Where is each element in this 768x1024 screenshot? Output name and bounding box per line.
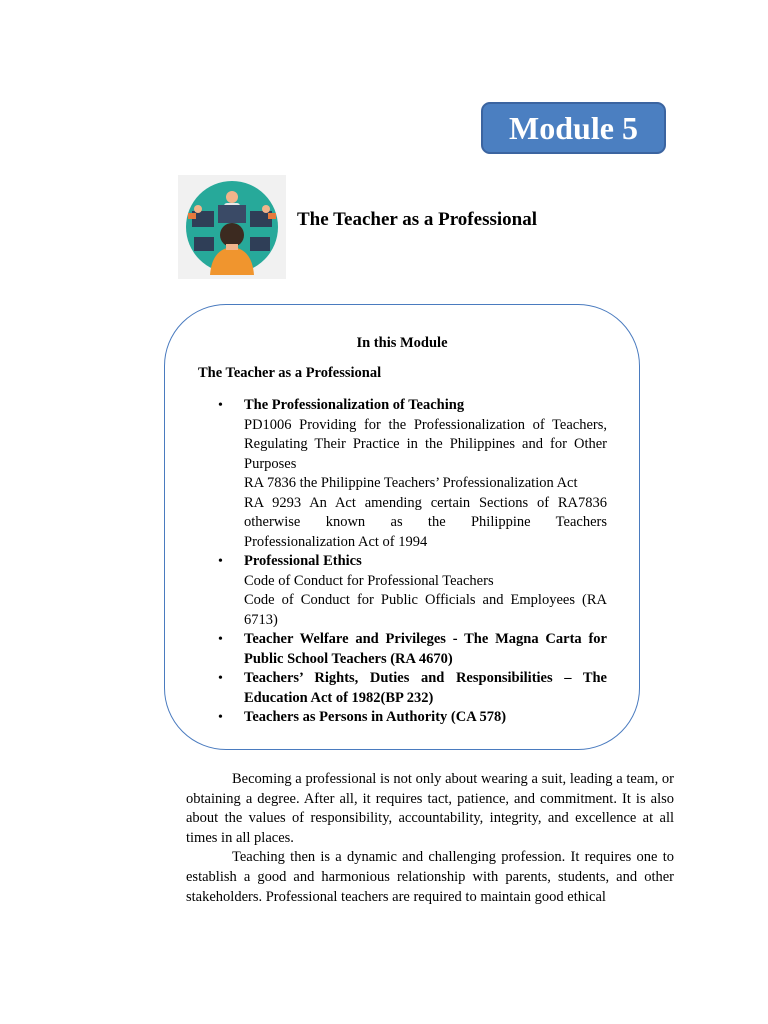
box-heading: In this Module	[356, 335, 448, 351]
teachers-at-computers-illustration-icon	[178, 175, 286, 279]
item-title: Professional Ethics	[244, 553, 362, 569]
item-title: The Professionalization of Teaching	[244, 397, 465, 413]
item-title: Teachers’ Rights, Duties and Responsibilities – The Education Act of 1982(BP 232)	[244, 670, 607, 706]
page-title: The Teacher as a Professional	[297, 209, 537, 230]
item-line: RA 9293 An Act amending certain Sections of RA7836 otherwise known as the Philippine Teachers Professionalization Act of 1994	[244, 494, 607, 550]
bullet-icon: •	[218, 710, 223, 725]
module-badge: Module 5	[481, 102, 666, 154]
bullet-icon: •	[218, 632, 223, 647]
list-item	[209, 669, 607, 708]
body-paragraph: Becoming a professional is not only about wearing a suit, leading a team, or obtaining a degree. After all, it requires tact, patience, and commitment. It is also about the values of responsibility, accountability, integrity, and excellence at all times in all places.	[186, 771, 674, 846]
item-line: Code of Conduct for Professional Teachers	[244, 572, 494, 589]
item-title: Teachers as Persons in Authority (CA 578)	[244, 709, 507, 725]
item-line: PD1006 Providing for the Professionalization of Teachers, Regulating Their Practice in the Philippines and for Other Purposes	[244, 416, 607, 472]
in-this-module-box	[164, 304, 640, 750]
list-item	[209, 552, 607, 630]
body-paragraph: Teaching then is a dynamic and challenging profession. It requires one to establish a good and harmonious relationship with parents, students, and other stakeholders. Professional teachers are required to maintain good ethical	[186, 849, 674, 905]
body-text	[186, 770, 674, 907]
item-title: Teacher Welfare and Privileges - The Magna Carta for Public School Teachers (RA 4670)	[244, 631, 607, 667]
item-line: Code of Conduct for Public Officials and Employees (RA 6713)	[244, 592, 607, 628]
bullet-icon: •	[218, 398, 223, 413]
list-item	[209, 708, 607, 728]
item-line: RA 7836 the Philippine Teachers’ Professionalization Act	[244, 475, 578, 491]
list-item	[209, 630, 607, 669]
bullet-icon: •	[218, 554, 223, 569]
module-topics-list	[209, 396, 607, 728]
bullet-icon: •	[218, 671, 223, 686]
list-item	[209, 396, 607, 552]
box-subheading: The Teacher as a Professional	[198, 365, 382, 381]
